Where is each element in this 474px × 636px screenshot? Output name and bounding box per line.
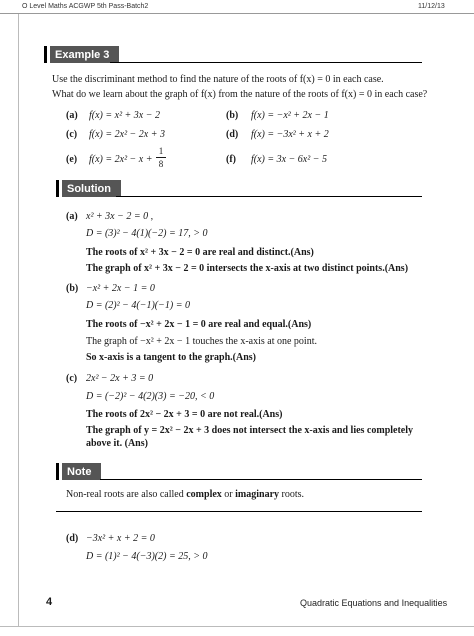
- part-f-expr: f(x) = 3x − 6x² − 5: [251, 154, 327, 165]
- note-term-complex: complex: [186, 489, 222, 500]
- part-c-expr: f(x) = 2x² − 2x + 3: [89, 129, 165, 140]
- header-rule: [0, 13, 474, 14]
- sol-b-tangent: So x-axis is a tangent to the graph.(Ans): [86, 352, 257, 363]
- sol-a-discriminant: D = (3)² − 4(1)(−2) = 17, > 0: [86, 228, 208, 239]
- note-term-imaginary: imaginary: [235, 489, 280, 500]
- part-b-expr: f(x) = −x² + 2x − 1: [251, 110, 329, 121]
- solution-heading: [56, 180, 121, 197]
- sol-c-discriminant: D = (−2)² − 4(2)(3) = −20, < 0: [86, 391, 215, 402]
- solution-rule: [116, 196, 422, 197]
- note-heading-bar: [56, 463, 59, 480]
- note-title: Note: [62, 463, 101, 480]
- part-b-label: (b): [226, 110, 239, 121]
- sol-c-graph-line1: The graph of y = 2x² − 2x + 3 does not intersect the x-axis and lies completely: [86, 425, 414, 436]
- example-heading-bar: [44, 46, 47, 63]
- example-intro-1: Use the discriminant method to find the nature of the roots of f(x) = 0 in each case.: [52, 74, 384, 85]
- part-d-expr: f(x) = −3x² + x + 2: [251, 129, 329, 140]
- header-filename: O Level Maths ACGWP 5th Pass-Batch2: [22, 3, 149, 10]
- sol-a-equation: x² + 3x − 2 = 0 ,: [86, 211, 154, 222]
- sol-b-roots: The roots of −x² + 2x − 1 = 0 are real and equal.(Ans): [86, 319, 312, 330]
- note-heading: [56, 463, 101, 480]
- part-e-frac-den: 8: [158, 159, 164, 169]
- note-text-mid: or: [221, 489, 236, 500]
- sol-b-equation: −x² + 2x − 1 = 0: [86, 283, 155, 294]
- part-e-frac-num: 1: [158, 146, 164, 156]
- part-a-expr: f(x) = x² + 3x − 2: [89, 110, 160, 121]
- sol-c-graph-line2: above it. (Ans): [86, 438, 148, 449]
- sol-d-label: (d): [66, 533, 79, 544]
- sol-a-label: (a): [66, 211, 78, 222]
- chapter-title: Quadratic Equations and Inequalities: [300, 598, 448, 608]
- frame-left: [18, 14, 19, 626]
- solution-title: Solution: [62, 180, 121, 197]
- example-title: Example 3: [50, 46, 119, 63]
- sol-c-roots: The roots of 2x² − 2x + 3 = 0 are not real.(Ans): [86, 409, 283, 420]
- sol-a-roots: The roots of x² + 3x − 2 = 0 are real and distinct.(Ans): [86, 247, 314, 258]
- part-e-frac-bar: [156, 157, 166, 158]
- note-text-post: roots.: [279, 489, 305, 500]
- example-rule: [110, 62, 422, 63]
- part-d-label: (d): [226, 129, 239, 140]
- sol-c-label: (c): [66, 373, 78, 384]
- sol-c-equation: 2x² − 2x + 3 = 0: [86, 373, 154, 384]
- sol-d-equation: −3x² + x + 2 = 0: [86, 533, 155, 544]
- frame-bottom: [0, 626, 474, 627]
- part-c-label: (c): [66, 129, 78, 140]
- example-intro-2: What do we learn about the graph of f(x) from the nature of the roots of f(x) = 0 in each case?: [52, 89, 428, 100]
- note-rule: [100, 479, 422, 480]
- sol-d-discriminant: D = (1)² − 4(−3)(2) = 25, > 0: [86, 551, 208, 562]
- example-heading: [44, 46, 119, 63]
- note-text-pre: Non-real roots are also called: [66, 489, 187, 500]
- solution-heading-bar: [56, 180, 59, 197]
- part-a-label: (a): [66, 110, 78, 121]
- sol-b-graph: The graph of −x² + 2x − 1 touches the x-axis at one point.: [86, 336, 317, 347]
- note-text: [66, 489, 304, 501]
- header-date: 11/12/13: [418, 3, 445, 10]
- part-e-expr: f(x) = 2x² − x +: [89, 154, 153, 165]
- part-e-fraction: [156, 146, 166, 169]
- sol-b-label: (b): [66, 283, 79, 294]
- page-number: 4: [46, 596, 53, 608]
- part-f-label: (f): [226, 154, 236, 165]
- part-e-label: (e): [66, 154, 78, 165]
- sol-a-graph: The graph of x² + 3x − 2 = 0 intersects the x-axis at two distinct points.(Ans): [86, 263, 409, 274]
- sol-b-discriminant: D = (2)² − 4(−1)(−1) = 0: [86, 300, 190, 311]
- note-bottom-rule: [56, 511, 422, 512]
